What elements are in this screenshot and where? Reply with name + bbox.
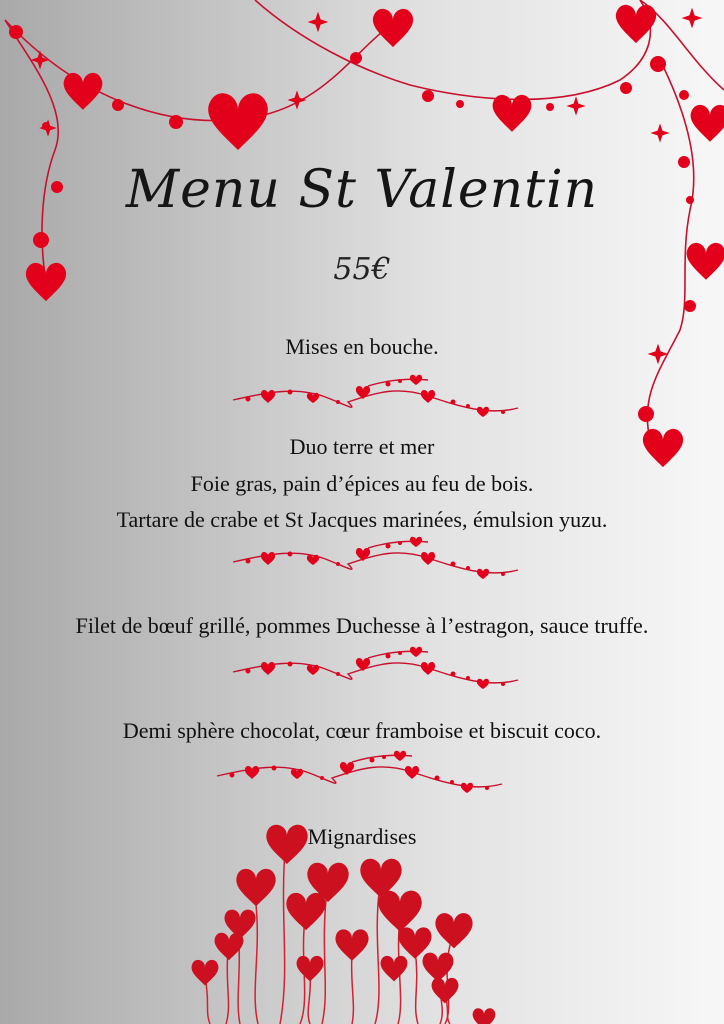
course-dessert: Demi sphère chocolat, cœur framboise et biscuit coco. — [122, 718, 602, 743]
course-mignardises: Mignardises — [307, 824, 417, 849]
menu-title: Menu St Valentin — [125, 160, 599, 220]
course-starter-line-1: Foie gras, pain d’épices au feu de bois. — [190, 471, 534, 496]
course-starter-title: Duo terre et mer — [289, 434, 435, 459]
menu-price: 55€ — [333, 252, 391, 287]
course-amuse-bouche: Mises en bouche. — [285, 334, 439, 359]
course-main: Filet de bœuf grillé, pommes Duchesse à l’estragon, sauce truffe. — [75, 613, 649, 638]
course-starter-line-2: Tartare de crabe et St Jacques marinées, émulsion yuzu. — [116, 507, 608, 532]
